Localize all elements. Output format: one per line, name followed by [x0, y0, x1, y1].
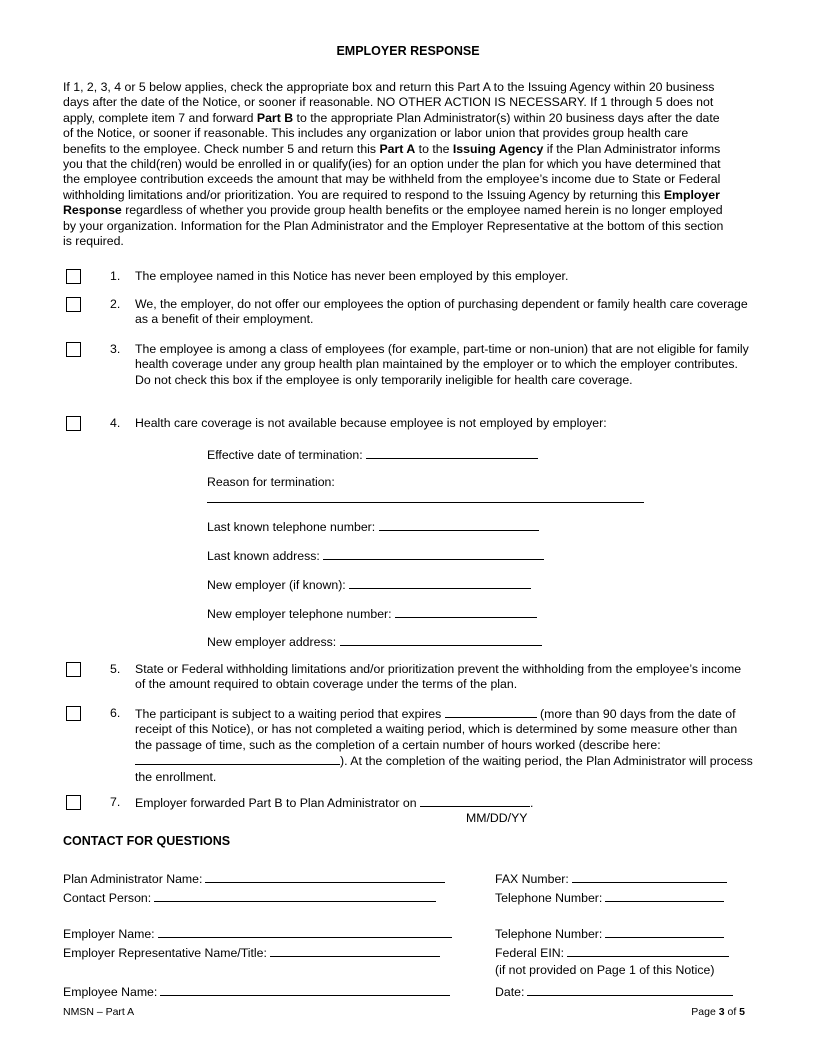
intro-text-1: If 1, 2, 3, 4 or 5 below applies, check the appropriate box and return this Part A to the Issuing Agency within 20 business days after the date of the Notice, or sooner if reasonable. NO OTHER ACTION IS NECESSARY. If 1 through 5 does not apply, complete item 7 and forward [63, 80, 715, 125]
item-number: 4. [110, 416, 121, 430]
item-text: We, the employer, do not offer our employees the option of purchasing dependent or family health care coverage as a benefit of their employment. [135, 297, 748, 327]
item-6-text-b: (more than 90 days from the date of receipt of this Notice), or has not completed a waiting period, which is determined by some measure other than the passage of time, such as the completion of a certain number of hours worked (describe here: [135, 707, 738, 752]
contact-person-label: Contact Person: [63, 891, 152, 905]
checkbox-item-7[interactable] [66, 795, 81, 810]
item-text: The employee is among a class of employees (for example, part-time or non-union) that are not eligible for family health coverage under any group health plan maintained by the employer or to which the employer contributes. Do not check this box if the employee is only temporarily ineligible for health care coverage. [135, 342, 749, 387]
last-phone-field [207, 518, 539, 535]
item-text: State or Federal withholding limitations and/or prioritization prevent the withholding from the employee’s income of the amount required to obtain coverage under the terms of the plan. [135, 662, 742, 692]
termination-date-field [207, 446, 538, 463]
termination-reason-input[interactable] [207, 490, 644, 503]
contact-person-input[interactable] [154, 889, 436, 902]
item-text: Health care coverage is not available because employee is not employed by employer: [135, 416, 607, 430]
intro-text-5: regardless of whether you provide group health benefits or the employee named herein is no longer employed by your organization. Information for the Plan Administrator and the Employer Representative at the bottom of this section is required. [63, 203, 724, 249]
plan-admin-label: Plan Administrator Name: [63, 872, 203, 886]
item-number: 1. [110, 269, 121, 283]
intro-text-3: to the [415, 141, 453, 156]
checkbox-item-6[interactable] [66, 706, 81, 721]
checkbox-item-1[interactable] [66, 269, 81, 284]
checkbox-item-3[interactable] [66, 342, 81, 357]
intro-bold-1: Part B [256, 110, 294, 125]
page-current: 3 [718, 1006, 725, 1018]
date-field [495, 983, 733, 1000]
footer-form-name: NMSN – Part A [63, 1006, 135, 1018]
page-total: 5 [739, 1006, 745, 1018]
contact-person-field [63, 889, 436, 906]
plan-admin-input[interactable] [205, 870, 445, 883]
date-label: Date: [495, 985, 525, 999]
page-number [691, 1006, 745, 1018]
plan-admin-field [63, 870, 445, 887]
waiting-period-description-input[interactable] [135, 753, 340, 765]
date-format-hint: MM/DD/YY [466, 811, 528, 825]
last-address-field [207, 547, 544, 564]
employer-rep-field [63, 944, 440, 961]
fax-field [495, 870, 727, 887]
telephone-input-2[interactable] [605, 925, 724, 938]
instructions-paragraph [63, 80, 733, 249]
date-input[interactable] [527, 983, 733, 996]
fax-input[interactable] [572, 870, 727, 883]
employee-name-field [63, 983, 450, 1000]
employer-name-input[interactable] [158, 925, 452, 938]
new-employer-phone-label: New employer telephone number: [207, 607, 392, 621]
fax-label: FAX Number: [495, 872, 569, 886]
waiting-period-expiry-input[interactable] [445, 706, 537, 718]
intro-text-2: to the appropriate Plan Administrator(s) within 20 business days after the date of the Notice, or sooner if reasonable. This includes any organization or labor union that provides group health care benefits to the employee. Check number 5 and return this [63, 110, 720, 156]
new-employer-label: New employer (if known): [207, 578, 346, 592]
item-text [135, 795, 753, 811]
ein-note: (if not provided on Page 1 of this Notice) [495, 963, 715, 977]
employer-name-label: Employer Name: [63, 927, 155, 941]
item-text: The employee named in this Notice has never been employed by this employer. [135, 269, 569, 283]
intro-bold-4: Employer Response [63, 187, 720, 218]
item-7-period: . [530, 796, 534, 810]
employee-name-label: Employee Name: [63, 985, 158, 999]
forward-date-input[interactable] [420, 795, 530, 807]
item-6-text-a: The participant is subject to a waiting period that expires [135, 707, 445, 721]
intro-bold-2: Part A [379, 141, 416, 156]
telephone-field-1 [495, 889, 724, 906]
telephone-label-1: Telephone Number: [495, 891, 603, 905]
new-employer-phone-field [207, 605, 537, 622]
termination-date-input[interactable] [366, 446, 538, 459]
item-7-text: Employer forwarded Part B to Plan Administrator on [135, 796, 421, 810]
federal-ein-label: Federal EIN: [495, 946, 565, 960]
new-employer-phone-input[interactable] [395, 605, 537, 618]
last-address-input[interactable] [323, 547, 544, 560]
new-employer-address-label: New employer address: [207, 635, 337, 649]
new-employer-input[interactable] [349, 576, 531, 589]
intro-text-4: if the Plan Administrator informs you that the child(ren) would be enrolled in or qualify(ies) for an option under the plan for which you have determined that the employee contribution exceeds the amount that may be withheld from the employee’s income due to State or Federal withholding limitations and/or prioritization. You are required to respond to the Issuing Agency by returning this [63, 141, 721, 202]
item-text [135, 706, 753, 785]
new-employer-address-field [207, 633, 542, 650]
checkbox-item-4[interactable] [66, 416, 81, 431]
last-phone-input[interactable] [379, 518, 539, 531]
contact-section-title: CONTACT FOR QUESTIONS [63, 834, 231, 848]
termination-reason-label: Reason for termination: [207, 475, 335, 489]
termination-date-label: Effective date of termination: [207, 448, 363, 462]
page-prefix: Page [691, 1006, 719, 1018]
employer-rep-input[interactable] [270, 944, 440, 957]
intro-bold-3: Issuing Agency [452, 141, 544, 156]
last-phone-label: Last known telephone number: [207, 520, 376, 534]
item-number: 7. [110, 795, 121, 809]
page-title: EMPLOYER RESPONSE [336, 44, 480, 58]
telephone-field-2 [495, 925, 724, 942]
employee-name-input[interactable] [160, 983, 450, 996]
checkbox-item-5[interactable] [66, 662, 81, 677]
employer-rep-label: Employer Representative Name/Title: [63, 946, 267, 960]
employer-name-field [63, 925, 452, 942]
telephone-input-1[interactable] [605, 889, 724, 902]
item-number: 2. [110, 297, 121, 311]
item-number: 5. [110, 662, 121, 676]
new-employer-field [207, 576, 531, 593]
page-of: of [724, 1006, 740, 1018]
federal-ein-field [495, 944, 729, 961]
new-employer-address-input[interactable] [340, 633, 542, 646]
telephone-label-2: Telephone Number: [495, 927, 603, 941]
item-6-text-c: ). At the completion of the waiting period, the Plan Administrator will process the enrollment. [135, 754, 753, 784]
termination-reason-field [207, 490, 644, 507]
item-number: 6. [110, 706, 121, 720]
checkbox-item-2[interactable] [66, 297, 81, 312]
last-address-label: Last known address: [207, 549, 320, 563]
item-number: 3. [110, 342, 121, 356]
federal-ein-input[interactable] [567, 944, 729, 957]
